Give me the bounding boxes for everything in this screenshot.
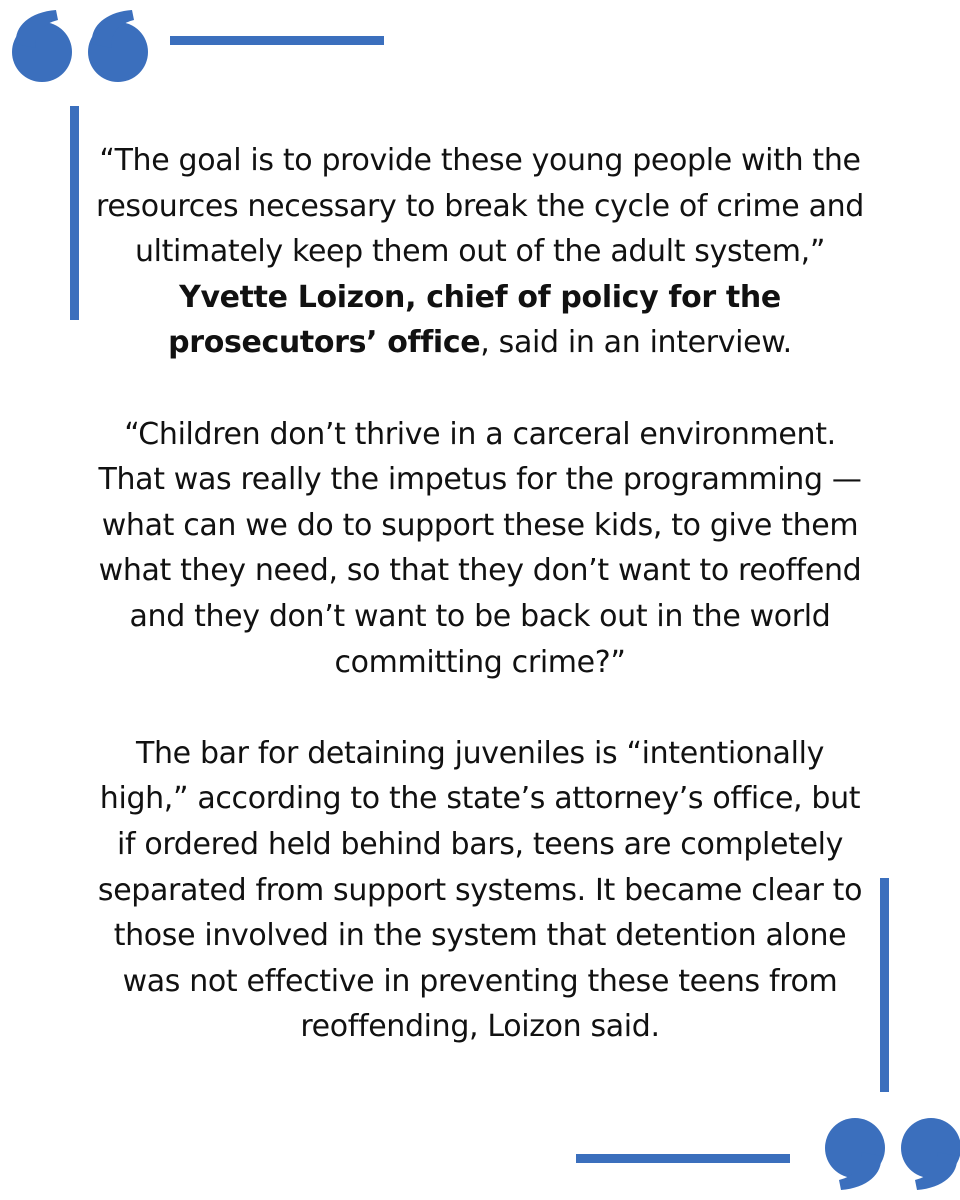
quote-paragraph-1 bbox=[90, 138, 870, 366]
right-accent-bar bbox=[880, 878, 889, 1092]
quote-paragraph-1-lead: “The goal is to provide these young people with the resources necessary to break the cycle of crime and ultimately keep them out of the adult system,” bbox=[96, 143, 864, 270]
quote-body bbox=[90, 138, 870, 1050]
close-quote-icon bbox=[815, 1112, 960, 1192]
bottom-divider bbox=[576, 1154, 790, 1163]
open-quote-icon bbox=[8, 8, 158, 88]
left-accent-bar bbox=[70, 106, 79, 320]
quote-paragraph-1-tail: , said in an interview. bbox=[480, 325, 792, 361]
top-divider bbox=[170, 36, 384, 45]
quote-paragraph-2: “Children don’t thrive in a carceral environment. That was really the impetus for the programming — what can we do to support these kids, to give them what they need, so that they don’t want to reoffend and they don’t want to be back out in the world committing crime?” bbox=[98, 416, 862, 680]
quote-paragraph-3: The bar for detaining juveniles is “intentionally high,” according to the state’s attorney’s office, but if ordered held behind bars, teens are completely separated from support systems. It became clear to those involved in the system that detention alone was not effective in preventing these teens from reoffending, Loizon said. bbox=[97, 735, 863, 1045]
speaker-attribution: Yvette Loizon, chief of policy for the prosecutors’ office bbox=[168, 279, 781, 361]
